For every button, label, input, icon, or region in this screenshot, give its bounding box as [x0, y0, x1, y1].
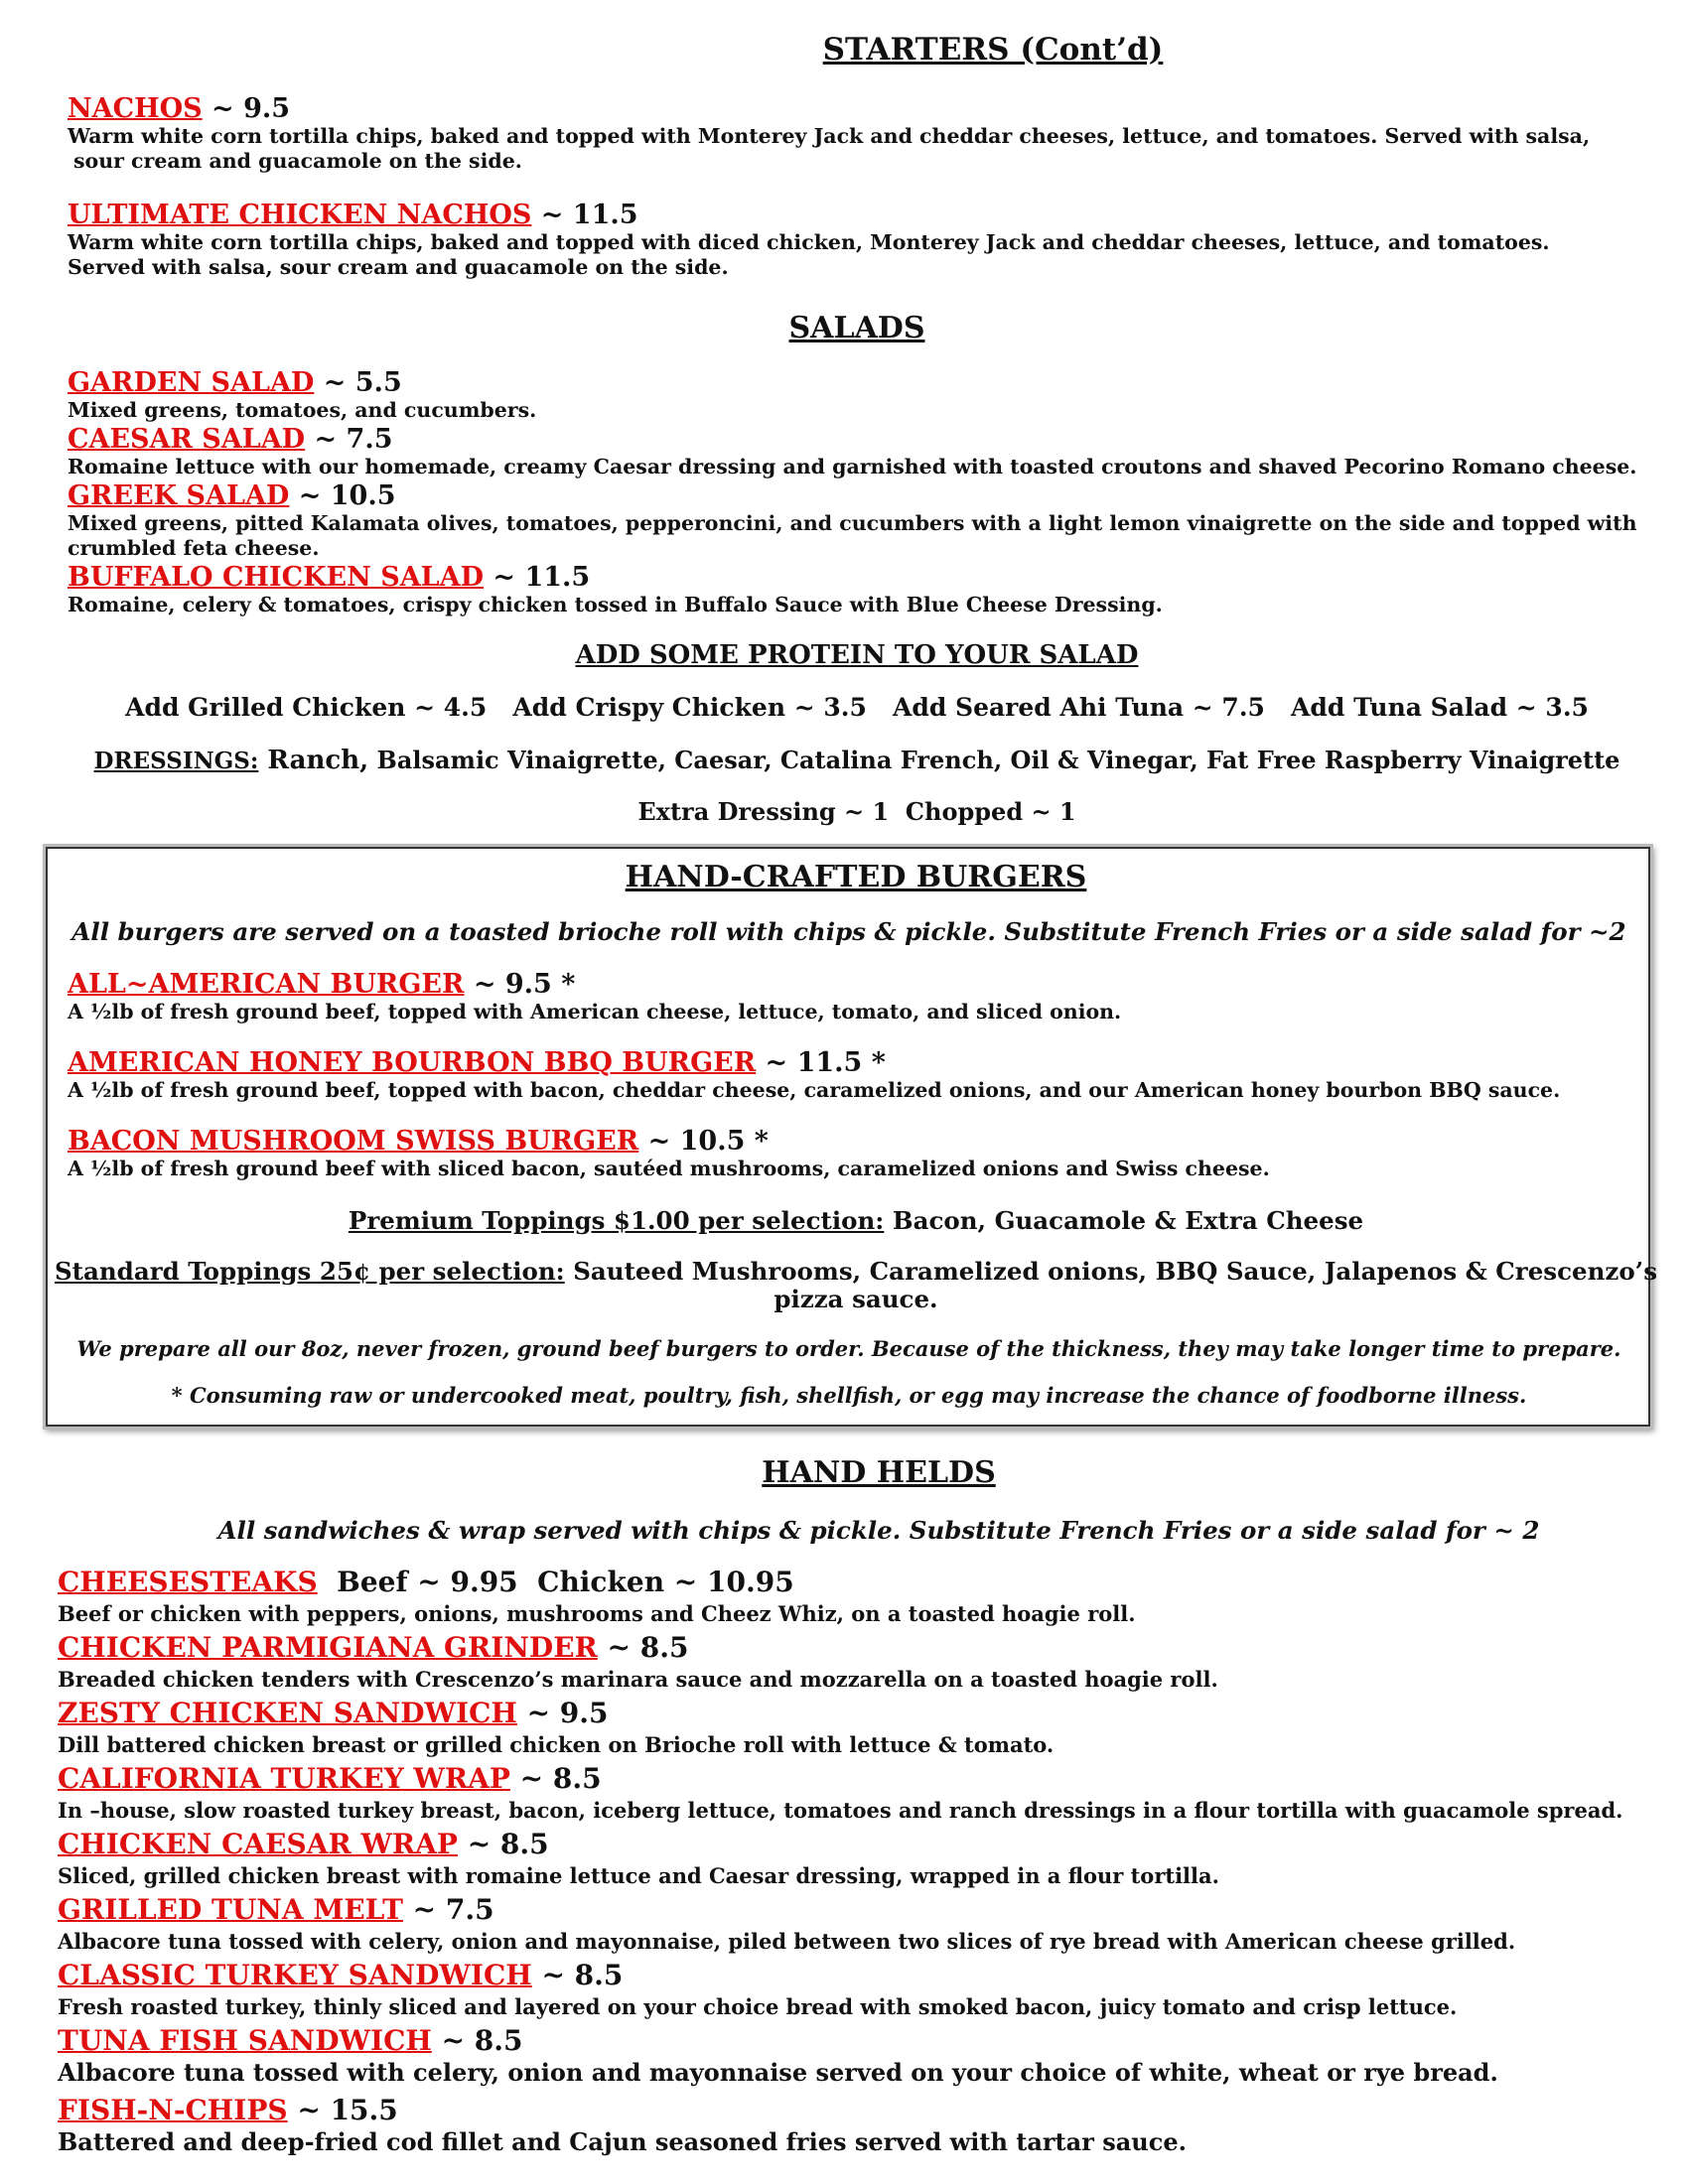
item-price: ~ 9.5: [516, 1697, 609, 1729]
menu-item-bacon-mushroom-swiss-burger: [68, 1126, 769, 1157]
item-name: CLASSIC TURKEY SANDWICH: [58, 1959, 532, 1991]
item-price: ~ 9.5 *: [464, 969, 576, 1000]
item-description: Warm white corn tortilla chips, baked and topped with diced chicken, Monterey Jack and cheddar cheeses, lettuce, and tomatoes.: [68, 230, 1550, 254]
protein-options: Add Grilled Chicken ~ 4.5 Add Crispy Chicken ~ 3.5 Add Seared Ahi Tuna ~ 7.5 Add Tuna Salad ~ 3.5: [125, 693, 1589, 722]
item-price: ~ 11.5: [484, 562, 591, 593]
standard-toppings-label: Standard Toppings 25¢ per selection:: [54, 1257, 565, 1286]
burgers-note-prep: We prepare all our 8oz, never frozen, ground beef burgers to order. Because of the thickness, they may take longer time to prepare.: [76, 1336, 1621, 1361]
menu-item-fish-n-chips: [58, 2094, 398, 2126]
item-price: ~ 7.5: [305, 424, 393, 455]
item-description: Breaded chicken tenders with Crescenzo’s marinara sauce and mozzarella on a toasted hoagie roll.: [58, 1667, 1218, 1692]
menu-item-greek-salad: [68, 480, 396, 511]
item-description: Albacore tuna tossed with celery, onion and mayonnaise served on your choice of white, wheat or rye bread.: [58, 2058, 1498, 2087]
item-name: ALL~AMERICAN BURGER: [68, 969, 465, 1000]
item-price: ~ 10.5: [289, 480, 396, 511]
starters-heading: STARTERS (Cont’d): [822, 32, 1164, 68]
item-price: ~ 8.5: [509, 1762, 602, 1795]
item-name: CHEESESTEAKS: [58, 1566, 318, 1598]
menu-item-all-american-burger: [68, 969, 575, 1000]
handhelds-heading: HAND HELDS: [762, 1455, 996, 1490]
item-name: GREEK SALAD: [68, 480, 290, 511]
dressings-first: Ranch,: [258, 746, 369, 775]
item-name: GRILLED TUNA MELT: [58, 1893, 403, 1926]
item-price: ~ 8.5: [531, 1959, 624, 1991]
menu-item-zesty-chicken-sandwich: [58, 1697, 609, 1729]
premium-toppings-line: [12, 1206, 1688, 1235]
item-description: A ½lb of fresh ground beef, topped with American cheese, lettuce, tomato, and sliced onion.: [68, 1000, 1122, 1024]
item-price: ~ 8.5: [457, 1828, 549, 1860]
item-name: ULTIMATE CHICKEN NACHOS: [68, 200, 532, 230]
item-description: Warm white corn tortilla chips, baked and topped with Monterey Jack and cheddar cheeses, lettuce, and tomatoes. Served with salsa,: [68, 124, 1591, 148]
item-description: Served with salsa, sour cream and guacamole on the side.: [68, 255, 729, 279]
menu-item-nachos: [68, 93, 290, 124]
dressings-list: Balsamic Vinaigrette, Caesar, Catalina French, Oil & Vinegar, Fat Free Raspberry Vinaigrette: [368, 746, 1620, 774]
premium-toppings-label: Premium Toppings $1.00 per selection:: [348, 1206, 885, 1235]
menu-item-garden-salad: [68, 367, 402, 398]
item-name: CHICKEN PARMIGIANA GRINDER: [58, 1631, 598, 1664]
menu-item-tuna-fish-sandwich: [58, 2024, 523, 2057]
item-name: CALIFORNIA TURKEY WRAP: [58, 1762, 510, 1795]
burgers-note-allergen: * Consuming raw or undercooked meat, poultry, fish, shellfish, or egg may increase the chance of foodborne illness.: [171, 1383, 1527, 1408]
dressings-label: DRESSINGS:: [93, 748, 259, 774]
dressings-line: [13, 746, 1688, 775]
item-description: A ½lb of fresh ground beef with sliced bacon, sautéed mushrooms, caramelized onions and Swiss cheese.: [68, 1157, 1270, 1180]
menu-item-chicken-parmigiana-grinder: [58, 1631, 688, 1664]
item-name: AMERICAN HONEY BOURBON BBQ BURGER: [68, 1047, 757, 1078]
menu-item-caesar-salad: [68, 424, 393, 455]
item-description: Mixed greens, tomatoes, and cucumbers.: [68, 398, 537, 422]
item-name: BACON MUSHROOM SWISS BURGER: [68, 1126, 639, 1157]
item-description: In –house, slow roasted turkey breast, bacon, iceberg lettuce, tomatoes and ranch dressings in a flour tortilla with guacamole spread.: [58, 1798, 1623, 1823]
handhelds-intro: All sandwiches & wrap served with chips & pickle. Substitute French Fries or a side salad for ~ 2: [217, 1516, 1540, 1545]
item-price: ~ 8.5: [431, 2024, 523, 2057]
item-name: BUFFALO CHICKEN SALAD: [68, 562, 485, 593]
item-price: ~ 15.5: [287, 2094, 398, 2126]
item-description: Fresh roasted turkey, thinly sliced and layered on your choice bread with smoked bacon, juicy tomato and crisp lettuce.: [58, 1994, 1458, 2019]
menu-item-buffalo-chicken-salad: [68, 562, 590, 593]
premium-toppings-list: Bacon, Guacamole & Extra Cheese: [884, 1206, 1364, 1235]
item-price: ~ 10.5 *: [638, 1126, 769, 1157]
burgers-heading: HAND-CRAFTED BURGERS: [625, 860, 1087, 894]
item-description: Dill battered chicken breast or grilled chicken on Brioche roll with lettuce & tomato.: [58, 1732, 1055, 1757]
item-price: ~ 7.5: [402, 1893, 494, 1926]
item-description: A ½lb of fresh ground beef, topped with bacon, cheddar cheese, caramelized onions, and our American honey bourbon BBQ sauce.: [68, 1078, 1561, 1102]
menu-item-grilled-tuna-melt: [58, 1893, 494, 1926]
item-name: NACHOS: [68, 93, 203, 124]
item-description: Battered and deep-fried cod fillet and Cajun seasoned fries served with tartar sauce.: [58, 2127, 1187, 2156]
item-description: Beef or chicken with peppers, onions, mushrooms and Cheez Whiz, on a toasted hoagie roll.: [58, 1601, 1136, 1626]
menu-item-honey-bourbon-bbq-burger: [68, 1047, 886, 1078]
item-price: ~ 11.5 *: [756, 1047, 886, 1078]
burgers-intro: All burgers are served on a toasted brioche roll with chips & pickle. Substitute French Fries or a side salad for ~2: [71, 917, 1626, 946]
item-name: CHICKEN CAESAR WRAP: [58, 1828, 458, 1860]
item-description: Romaine lettuce with our homemade, creamy Caesar dressing and garnished with toasted croutons and shaved Pecorino Romano cheese.: [68, 455, 1637, 478]
item-price: ~ 8.5: [597, 1631, 689, 1664]
item-name: ZESTY CHICKEN SANDWICH: [58, 1697, 517, 1729]
item-description: Mixed greens, pitted Kalamata olives, tomatoes, pepperoncini, and cucumbers with a light lemon vinaigrette on the side and topped with: [68, 511, 1637, 535]
item-price: ~ 9.5: [202, 93, 291, 124]
item-price: Beef ~ 9.95 Chicken ~ 10.95: [317, 1566, 794, 1598]
item-description: Sliced, grilled chicken breast with romaine lettuce and Caesar dressing, wrapped in a flour tortilla.: [58, 1863, 1219, 1888]
item-price: ~ 5.5: [314, 367, 402, 398]
menu-item-chicken-caesar-wrap: [58, 1828, 549, 1860]
standard-toppings-cont: pizza sauce.: [774, 1285, 938, 1313]
salads-heading: SALADS: [788, 311, 925, 345]
menu-item-ultimate-chicken-nachos: [68, 200, 638, 230]
item-name: GARDEN SALAD: [68, 367, 315, 398]
item-description: Romaine, celery & tomatoes, crispy chicken tossed in Buffalo Sauce with Blue Cheese Dressing.: [68, 593, 1163, 616]
item-name: TUNA FISH SANDWICH: [58, 2024, 432, 2057]
item-price: ~ 11.5: [531, 200, 638, 230]
item-description: crumbled feta cheese.: [68, 536, 320, 560]
standard-toppings-line: [12, 1257, 1688, 1286]
item-description: sour cream and guacamole on the side.: [73, 149, 522, 173]
menu-item-cheesesteaks: [58, 1566, 794, 1598]
item-name: CAESAR SALAD: [68, 424, 306, 455]
protein-heading: ADD SOME PROTEIN TO YOUR SALAD: [575, 640, 1139, 670]
menu-item-california-turkey-wrap: [58, 1762, 602, 1795]
standard-toppings-list: Sauteed Mushrooms, Caramelized onions, BBQ Sauce, Jalapenos & Crescenzo’s: [564, 1257, 1657, 1286]
menu-item-classic-turkey-sandwich: [58, 1959, 623, 1991]
item-name: FISH-N-CHIPS: [58, 2094, 288, 2126]
item-description: Albacore tuna tossed with celery, onion and mayonnaise, piled between two slices of rye bread with American cheese grilled.: [58, 1929, 1516, 1954]
extra-dressing-line: Extra Dressing ~ 1 Chopped ~ 1: [637, 797, 1076, 826]
